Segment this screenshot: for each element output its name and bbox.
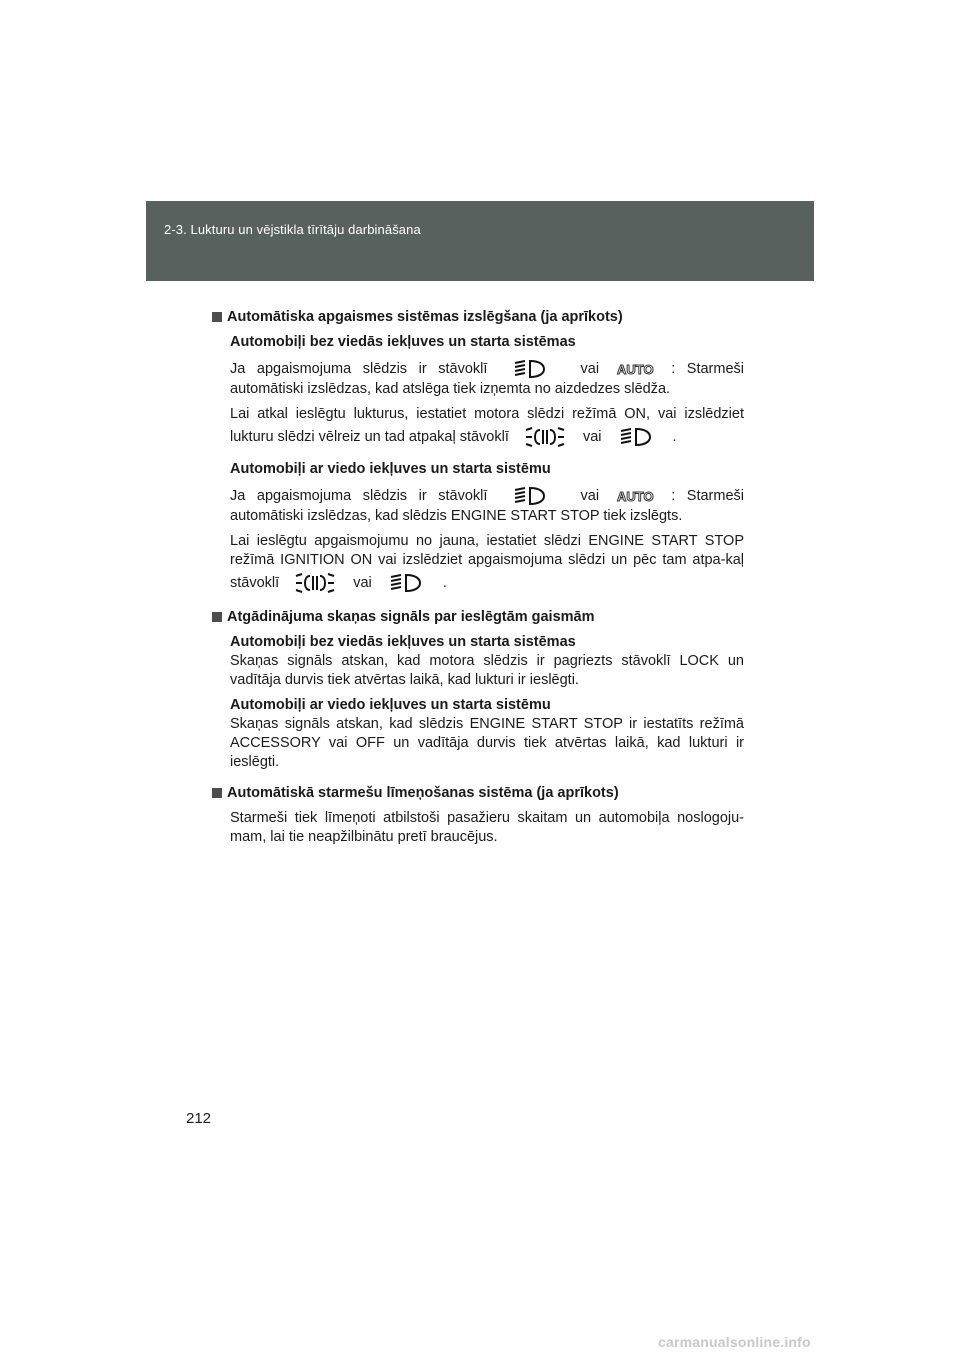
- page-number: 212: [186, 1110, 212, 1127]
- paragraph: Starmeši tiek līmeņoti atbilstoši pasažieru skaitam un automobiļa noslogoju-mam, lai tie neapžilbinātu pretī braucējus.: [230, 810, 744, 845]
- tail-light-icon: [525, 424, 565, 450]
- tail-light-icon: [295, 570, 335, 596]
- paragraph: Skaņas signāls atskan, kad slēdzis ENGINE START STOP ir iestatīts režīmā ACCESSORY vai OFF un vadītāja durvis tiek atvērtas laikā, kad lukturi ir ieslēgti.: [230, 716, 744, 770]
- paragraph: Lai ieslēgtu apgaismojumu no jauna, iestatiet slēdzi ENGINE START STOP režīmā IGNITION ON vai izslēdziet apgaismojuma slēdzi un pēc tam atpa-kaļ stāvoklī vai .: [230, 532, 744, 596]
- subheading-smart-key: Automobiļi ar viedo iekļuves un starta sistēmu: [230, 461, 551, 477]
- paragraph: Ja apgaismojuma slēdzis ir stāvoklī vai AUTO : Starmeši automātiski izslēdzas, kad slēdzis ENGINE START STOP tiek izslēgts.: [230, 485, 744, 526]
- section-heading-auto-leveling: Automātiskā starmešu līmeņošanas sistēma (ja aprīkots): [214, 784, 744, 803]
- subheading-smart-key: Automobiļi ar viedo iekļuves un starta sistēmu: [230, 697, 551, 713]
- section-header: [146, 201, 814, 281]
- headlight-icon: [513, 358, 547, 380]
- auto-mode-icon: [616, 362, 660, 376]
- section-heading-reminder-buzzer: Atgādinājuma skaņas signāls par ieslēgtām gaismām: [214, 608, 744, 627]
- section-heading-auto-off: Automātiska apgaismes sistēmas izslēgšana (ja aprīkots): [214, 308, 744, 327]
- paragraph: Skaņas signāls atskan, kad motora slēdzis ir pagriezts stāvoklī LOCK un vadītāja durvis tiek atvērtas laikā, kad lukturi ir ieslēgti.: [230, 653, 744, 688]
- bullet-square-icon: [212, 788, 222, 798]
- headlight-icon: [513, 485, 547, 507]
- auto-mode-icon: [616, 489, 660, 503]
- headlight-icon: [389, 572, 423, 594]
- subheading-no-smart-key: Automobiļi bez viedās iekļuves un starta sistēmas: [230, 334, 576, 350]
- site-watermark: carmanualsonline.info: [658, 1334, 811, 1350]
- subheading-no-smart-key: Automobiļi bez viedās iekļuves un starta sistēmas: [230, 634, 576, 650]
- svg-text:AUTO: AUTO: [616, 489, 654, 503]
- section-title: 2-3. Lukturu un vējstikla tīrītāju darbināšana: [164, 222, 421, 237]
- svg-text:AUTO: AUTO: [616, 362, 654, 376]
- paragraph: Ja apgaismojuma slēdzis ir stāvoklī vai AUTO : Starmeši automātiski izslēdzas, kad atslēga tiek izņemta no aizdedzes slēdža.: [230, 358, 744, 399]
- headlight-icon: [619, 426, 653, 448]
- page-content: [214, 308, 744, 847]
- bullet-square-icon: [212, 612, 222, 622]
- paragraph: Lai atkal ieslēgtu lukturus, iestatiet motora slēdzi režīmā ON, vai izslēdziet lukturu slēdzi vēlreiz un tad atpakaļ stāvoklī vai .: [230, 405, 744, 450]
- bullet-square-icon: [212, 312, 222, 322]
